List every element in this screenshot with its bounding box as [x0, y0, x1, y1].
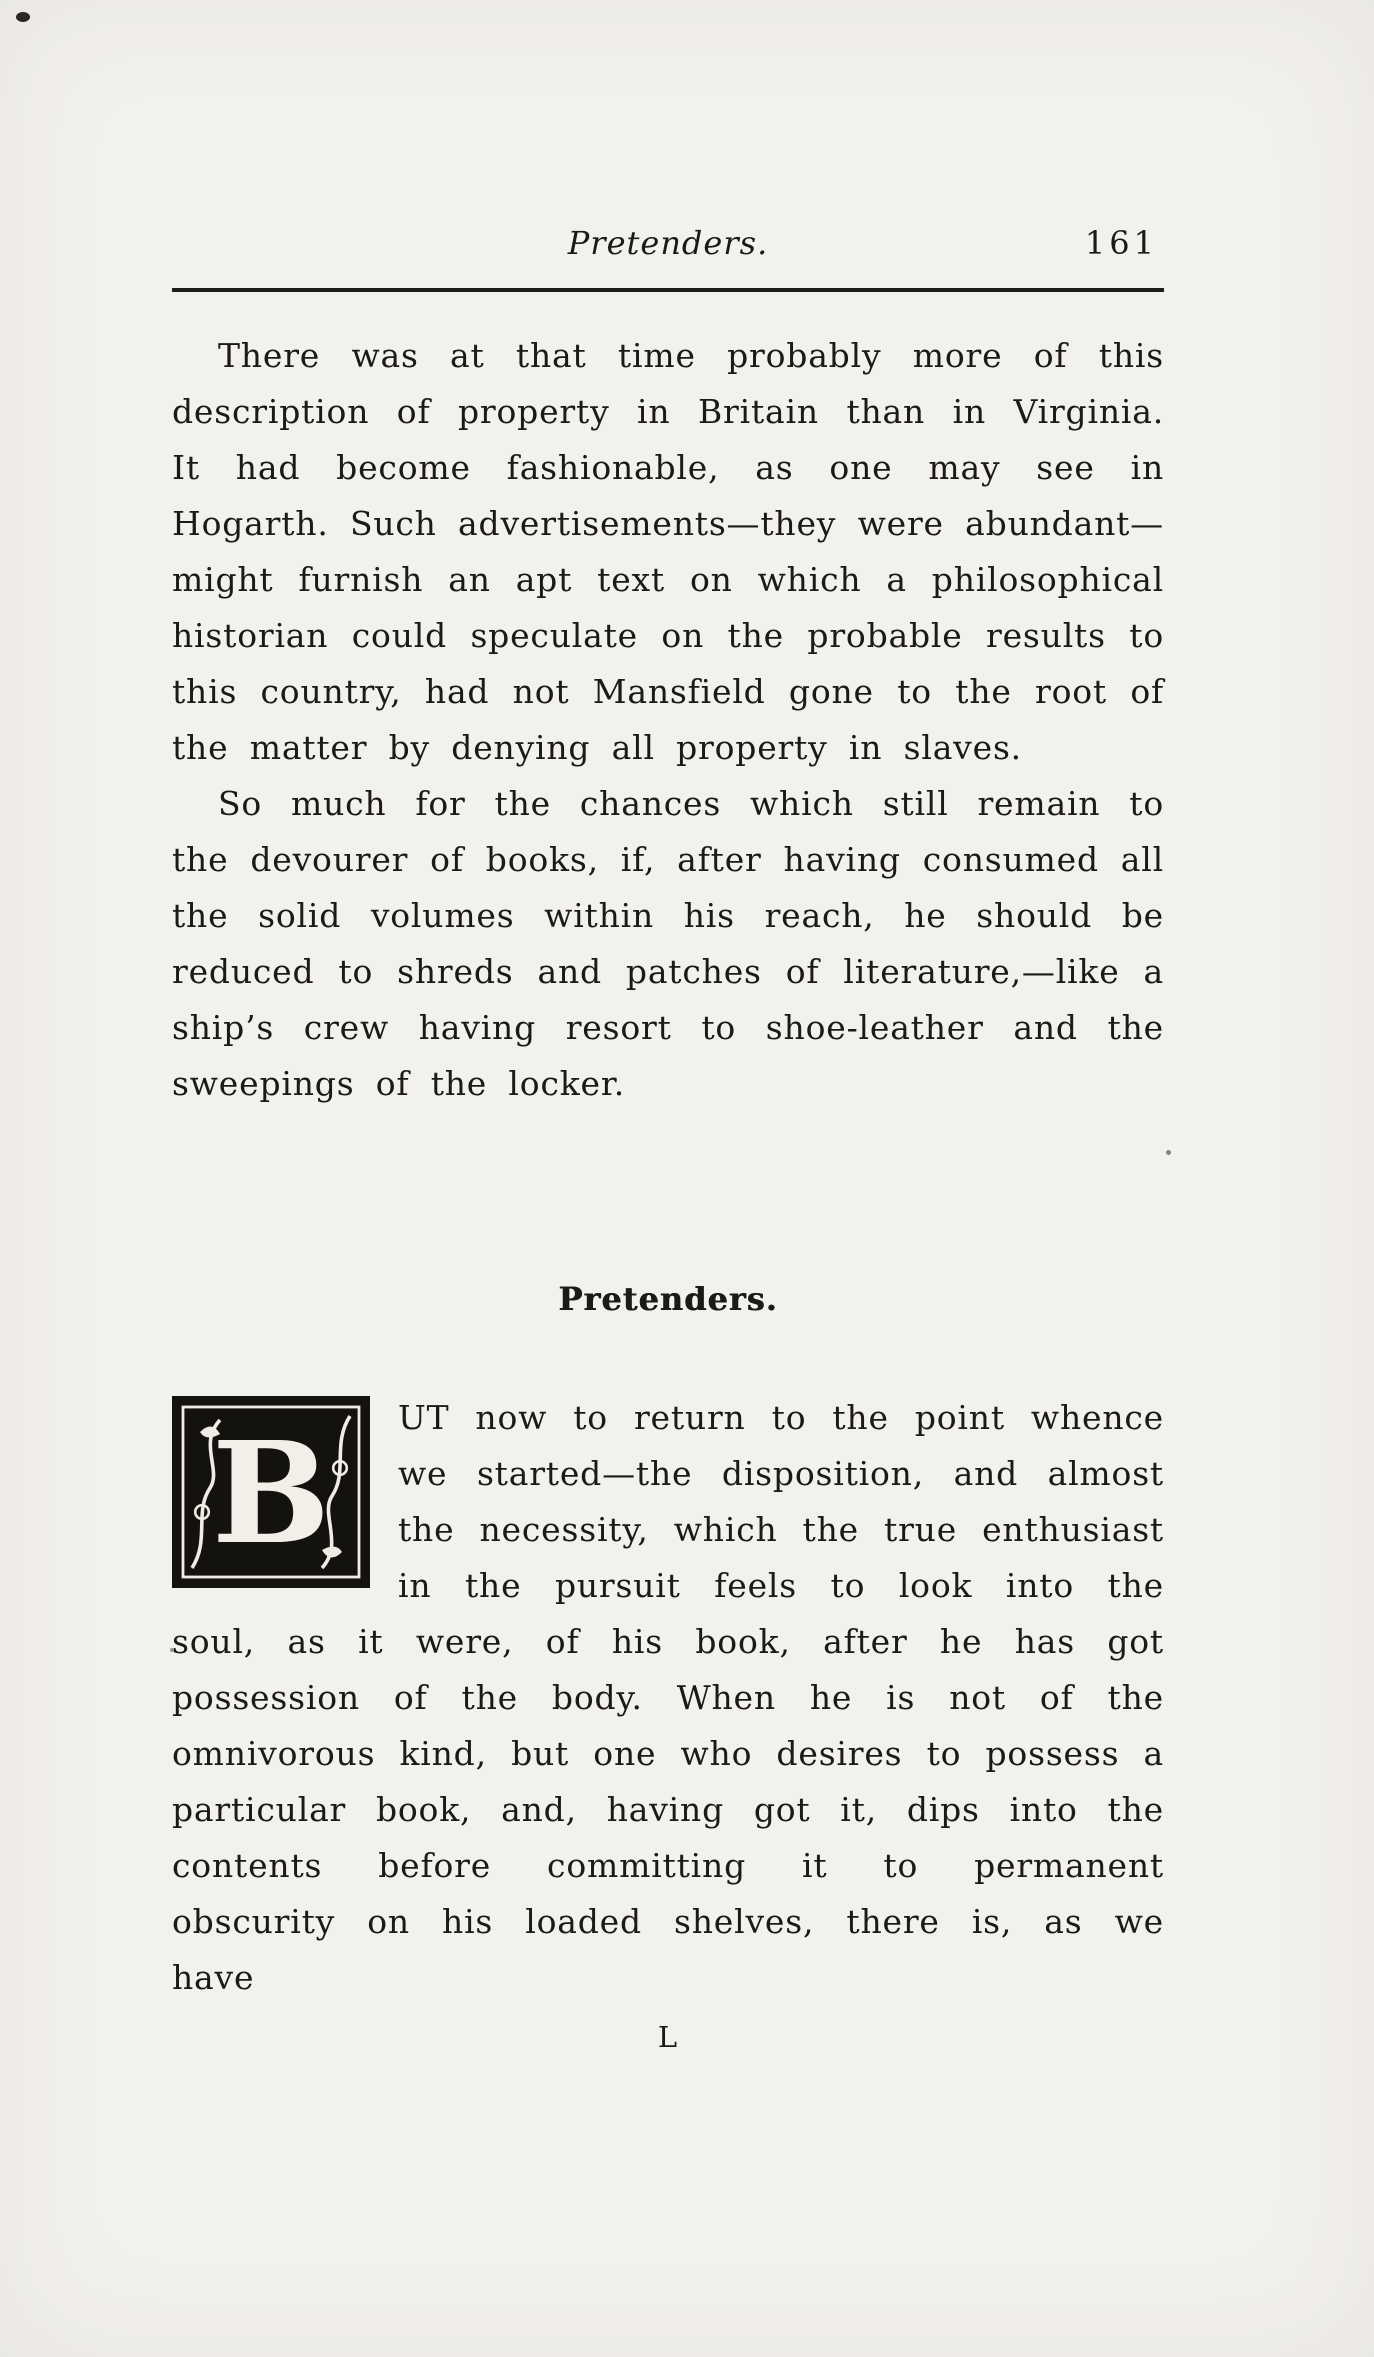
drop-cap-letter: B: [211, 1412, 331, 1576]
scan-speck: [1166, 1150, 1171, 1155]
running-head: [172, 224, 1164, 264]
ornate-drop-cap-initial: [172, 1396, 370, 1588]
paragraph-1: There was at that time probably more of this description of property in Britain than in Virginia. It had become fashionable, as one may see in Hogarth. Such advertisements—they were abundant—might furnish an apt text on which a philosophical historian could speculate on the probable results to this country, had not Mansfield gone to the root of the matter by denying all property in slaves.: [172, 336, 1164, 767]
section-body: [172, 1390, 1164, 2006]
section-heading-blackletter: Pretenders.: [558, 1280, 778, 1318]
header-rule: [172, 288, 1164, 292]
signature-mark: L: [657, 2020, 679, 2054]
page-number: 161: [1084, 224, 1158, 262]
paragraph-3: UT now to return to the point whence we started—the disposition, and almost the necessity, which the true enthusiast in the pursuit feels to look into the soul, as it were, of his book, after he has got possession of the body. When he is not of the omnivorous kind, but one who desires to possess a particular book, and, having got it, dips into the contents before committing it to permanent obscurity on his loaded shelves, there is, as we have: [172, 1398, 1164, 1997]
running-head-title: Pretenders.: [567, 224, 769, 262]
drop-cap-woodcut-icon: [172, 1396, 370, 1588]
scan-speck: [16, 12, 30, 22]
paragraph-2: So much for the chances which still remain to the devourer of books, if, after having consumed all the solid volumes within his reach, he should be reduced to shreds and patches of literature,—like a ship’s crew having resort to shoe-leather and the sweepings of the locker.: [172, 784, 1164, 1103]
text-column: [172, 0, 1164, 2054]
